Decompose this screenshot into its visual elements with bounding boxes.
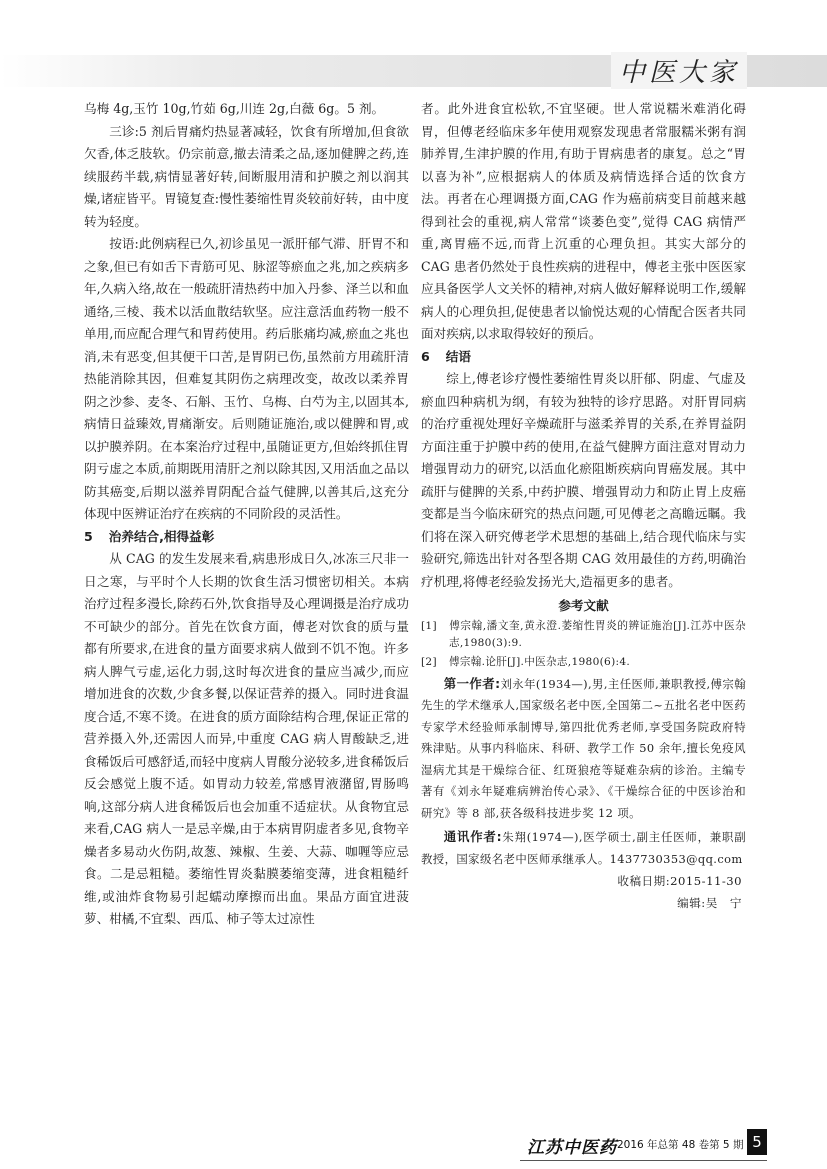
reference-text: 傅宗翰.论肝[J].中医杂志,1980(6):4. — [449, 655, 631, 668]
reference-tag: [1] — [421, 619, 437, 632]
left-column — [84, 98, 409, 931]
corresponding-author-label: 通讯作者: — [443, 829, 502, 844]
first-author-bio — [421, 673, 746, 825]
section-heading-5 — [84, 526, 409, 549]
section-title-text: 结语 — [445, 348, 471, 364]
page-number: 5 — [747, 1129, 767, 1155]
reference-item — [421, 618, 746, 652]
first-author-label: 第一作者: — [443, 675, 501, 691]
footer-rule — [520, 1160, 767, 1161]
section-number: 6 — [421, 348, 430, 364]
paragraph: 综上,傅老诊疗慢性萎缩性胃炎以肝郁、阴虚、气虚及瘀血四种病机为纲，有较为独特的诊疗思路。对肝胃同病的治疗重视处理好辛燥疏肝与滋柔养胃的关系,在养胃益阴方面注重于护膜中药的使用,在益气健脾方面注意对胃动力增强胃动力的研究,以活血化瘀阻断疾病向胃癌发展。其中疏肝与健脾的关系,中药护膜、增强胃动力和防止胃上皮癌变都是当今临床研究的热点问题,可见傅老之高瞻远瞩。我们将在深入研究傅老学术思想的基础上,结合现代临床与实验研究,筛选出针对各型各期 CAG 效用最佳的方药,明确治疗机理,将傅老经验发扬光大,造福更多的患者。 — [421, 371, 746, 589]
corresponding-author-text: 朱翔(1974—),医学硕士,副主任医师，兼职副教授，国家级名老中医师承继承人。1437730353@qq.com — [421, 830, 746, 866]
right-column — [421, 98, 746, 914]
paragraph: 者。此外进食宜松软,不宜坚硬。世人常说糯米难消化碍胃，但傅老经临床多年使用观察发现患者常服糯米粥有润肺养胃,生津护膜的作用,有助于胃病患者的康复。总之“胃以喜为补”,应根据病人的体质及病情选择合适的饮食方法。再者在心理调摄方面,CAG 作为癌前病变目前越来越得到社会的重视,病人常常“谈萎色变”,觉得 CAG 病情严重,离胃癌不远,而背上沉重的心理负担。其实大部分的 CAG 患者仍然处于良性疾病的进程中，傅老主张中医医家应具备医学人文关怀的精神,对病人做好解释说明工作,缓解病人的心理负担,促使患者以愉悦达观的心情配合医者共同面对疾病,以求取得较好的预后。 — [421, 101, 746, 341]
issue-info: 2016 年总第 48 卷第 5 期 — [617, 1139, 744, 1151]
section-heading-6 — [421, 346, 746, 369]
paragraph: 乌梅 4g,玉竹 10g,竹茹 6g,川连 2g,白薇 6g。5 剂。 — [84, 101, 385, 116]
paragraph: 三诊:5 剂后胃痛灼热显著减轻，饮食有所增加,但食欲欠香,体乏肢软。仍宗前意,撤去清柔之品,逐加健脾之药,连续服药半载,病情显著好转,间断服用清和护膜之剂以润其燥,诸症皆平。胃镜复查:慢性萎缩性胃炎较前好转，由中度转为轻度。 — [84, 123, 409, 229]
first-author-text: 刘永年(1934—),男,主任医师,兼职教授,傅宗翰先生的学术继承人,国家级名老中医,全国第二~五批名老中医药专家学术经验师承制博导,第四批优秀老师,享受国务院政府特殊津贴。从事内科临床、科研、教学工作 50 余年,擅长免疫风湿病尤其是干燥综合征、红斑狼疮等疑难杂病的诊治。主编专著有《刘永年疑难病辨治传心录》、《干燥综合征的中医诊治和研究》等 8 部,获各级科技进步奖 12 项。 — [421, 676, 746, 820]
reference-text: 傅宗翰,潘文奎,黄永澄.萎缩性胃炎的辨证施治[J].江苏中医杂志,1980(3):9. — [449, 619, 746, 649]
section-number: 5 — [84, 528, 93, 544]
paragraph: 从 CAG 的发生发展来看,病患形成日久,冰冻三尺非一日之寒，与平时个人长期的饮食生活习惯密切相关。本病治疗过程多漫长,除药石外,饮食指导及心理调摄是治疗成功不可缺少的部分。首先在饮食方面，傅老对饮食的质与量都有所要求,在进食的量方面要求病人做到不饥不饱。许多病人脾气亏虚,运化力弱,这时每次进食的量应当减少,而应增加进食的次数,少食多餐,以保证营养的摄入。同时进食温度合适,不寒不烫。在进食的质方面除结构合理,保证正常的营养摄入外,还需因人而异,中重度 CAG 病人胃酸缺乏,进食稀饭后可感舒适,而轻中度病人胃酸分泌较多,进食稀饭后反会感觉上腹不适。如胃动力较差,常感胃液潴留,胃肠鸣响,这部分病人进食稀饭后也会加重不适症状。从食物宜忌来看,CAG 病人一是忌辛燥,由于本病胃阴虚者多见,食物辛燥者多易动火伤阴,故葱、辣椒、生姜、大蒜、咖喱等应忌食。二是忌粗糙。萎缩性胃炎黏膜萎缩变薄，进食粗糙纤维,或油炸食物易引起蠕动摩擦而出血。果品方面宜进菠萝、柑橘,不宜梨、西瓜、柿子等太过凉性 — [84, 551, 409, 926]
reference-item — [421, 654, 746, 671]
reference-tag: [2] — [421, 655, 437, 668]
section-title-text: 治养结合,相得益彰 — [108, 528, 215, 544]
editor-line: 编辑:吴 宁 — [677, 896, 742, 910]
received-date: 收稿日期:2015-11-30 — [617, 874, 742, 888]
journal-name: 江苏中医药 — [527, 1138, 617, 1158]
section-title: 中医大家 — [611, 52, 747, 89]
corresponding-author-bio — [421, 826, 746, 870]
references-heading: 参考文献 — [558, 598, 609, 613]
paragraph: 按语:此例病程已久,初诊虽见一派肝郁气滞、肝胃不和之象,但已有如舌下青筋可见、脉涩等瘀血之兆,加之疾病多年,久病入络,故在一般疏肝清热药中加入丹参、泽兰以和血通络,三棱、莪术以活血散结软坚。应注意活血药物一般不单用,而应配合理气和胃药使用。药后胀痛均减,瘀血之兆也消,未有恶变,但其便干口苦,是胃阴已伤,虽然前方用疏肝清热能消除其因，但难复其阴伤之病理改变，故改以柔养胃阴之沙参、麦冬、石斛、玉竹、乌梅、白芍为主,以固其本,病情日益臻效,胃痛渐安。后则随证施治,或以健脾和胃,或以护膜养阴。在本案治疗过程中,虽随证更方,但始终抓住胃阴亏虚之本质,前期既用清肝之剂以除其因,又用活血之品以防其癌变,后期以滋养胃阴配合益气健脾,以善其后,这充分体现中医辨证治疗在疾病的不同阶段的灵活性。 — [84, 236, 409, 521]
